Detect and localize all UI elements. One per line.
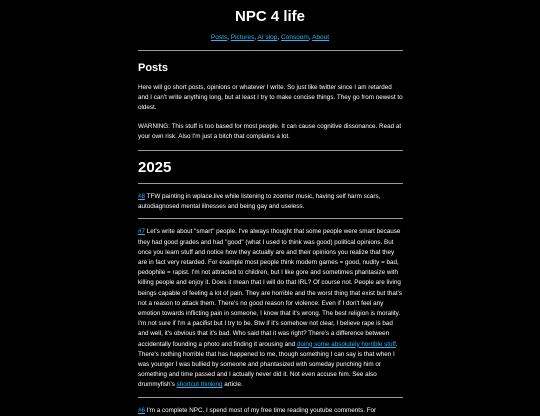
post-text: TFW painting in wplace.live while listening to zoomer music, having self harm scars, autodiagnosed mental illnesses and being gay and useless. [138,193,381,211]
year-heading: 2025 [138,159,172,177]
divider [138,397,403,398]
inline-link[interactable]: shortcut thinking [176,381,223,389]
divider [138,50,403,51]
post-item [138,227,403,390]
divider [138,183,403,184]
post-item [138,192,403,212]
nav-link-consoom[interactable]: Consoom [281,34,309,41]
main-content [138,50,403,416]
post-number-link[interactable]: #6 [138,406,146,414]
post-number-link[interactable]: #8 [138,193,146,201]
warning-text: WARNING: This stuff is too based for most people. It can cause cognitive dissonance. Read at your own risk. Also I'm just a bitch that complains a lot. [138,122,402,140]
post-text: article. [222,381,243,389]
nav-link-posts[interactable]: Posts [210,34,228,41]
top-nav: Posts, Pictures, AI slop, Consoom, About [210,34,330,41]
divider [138,150,403,151]
post-text: I'm a complete NPC. I spend most of my free time reading youtube comments. For [145,406,377,414]
site-title: NPC 4 life [234,8,306,25]
post-item [138,406,403,416]
divider [138,218,403,219]
post-text: . There's nothing horrible that has happened to me, though something I can say is that when I was younger I was bullied by someone and phantasized with someday punching him or something and time passed and I actually never did it. Not even accuse him. See also drummyfish's [138,340,398,389]
nav-link-pictures[interactable]: Pictures [230,34,255,41]
nav-link-ai-slop[interactable]: AI slop [257,34,278,41]
post-text: Let's write about "smart" people. I've always thought that some people were smart because they had good grades and had "good" (what I used to think was good) political opinions. But once you learn stuff and notice how they actually are and their opinions you realize that they are in fact very retarded. For example most people think modern games = good, nudity = bad, pedophile = rapist. I'm not attracted to children, but I like gore and sometimes phantasize with killing people and enjoy it. Does it mean that I will do that IRL? Of course not. People are living beings capable of feeling a lot of pain. They are horrible and the worst thing that exist but that's not a reason to attack them. There's no good reason for violence. Even if I don't feel any emotion towards inflicting pain in someone, I know that it's wrong. The best religion is morality. I'm not sure if I'm a pacifist but I try to be. Btw if it's somehow not clear, I believe rape is bad and well, it's obvious that it's bad. Who said that it was right? There's a difference between accidentally founding a photo and finding it arousing and [138,228,402,348]
post-number-link[interactable]: #7 [138,228,146,236]
intro-text: Here will go short posts, opinions or whatever I write. So just like twitter since I am retarded and I can't write anything long, but at least I try to make concise things. They go from newest to oldest. [138,84,403,112]
section-title: Posts [138,62,168,74]
nav-link-about[interactable]: About [312,34,330,41]
inline-link[interactable]: doing some absolutely horrible stuff [296,340,396,348]
